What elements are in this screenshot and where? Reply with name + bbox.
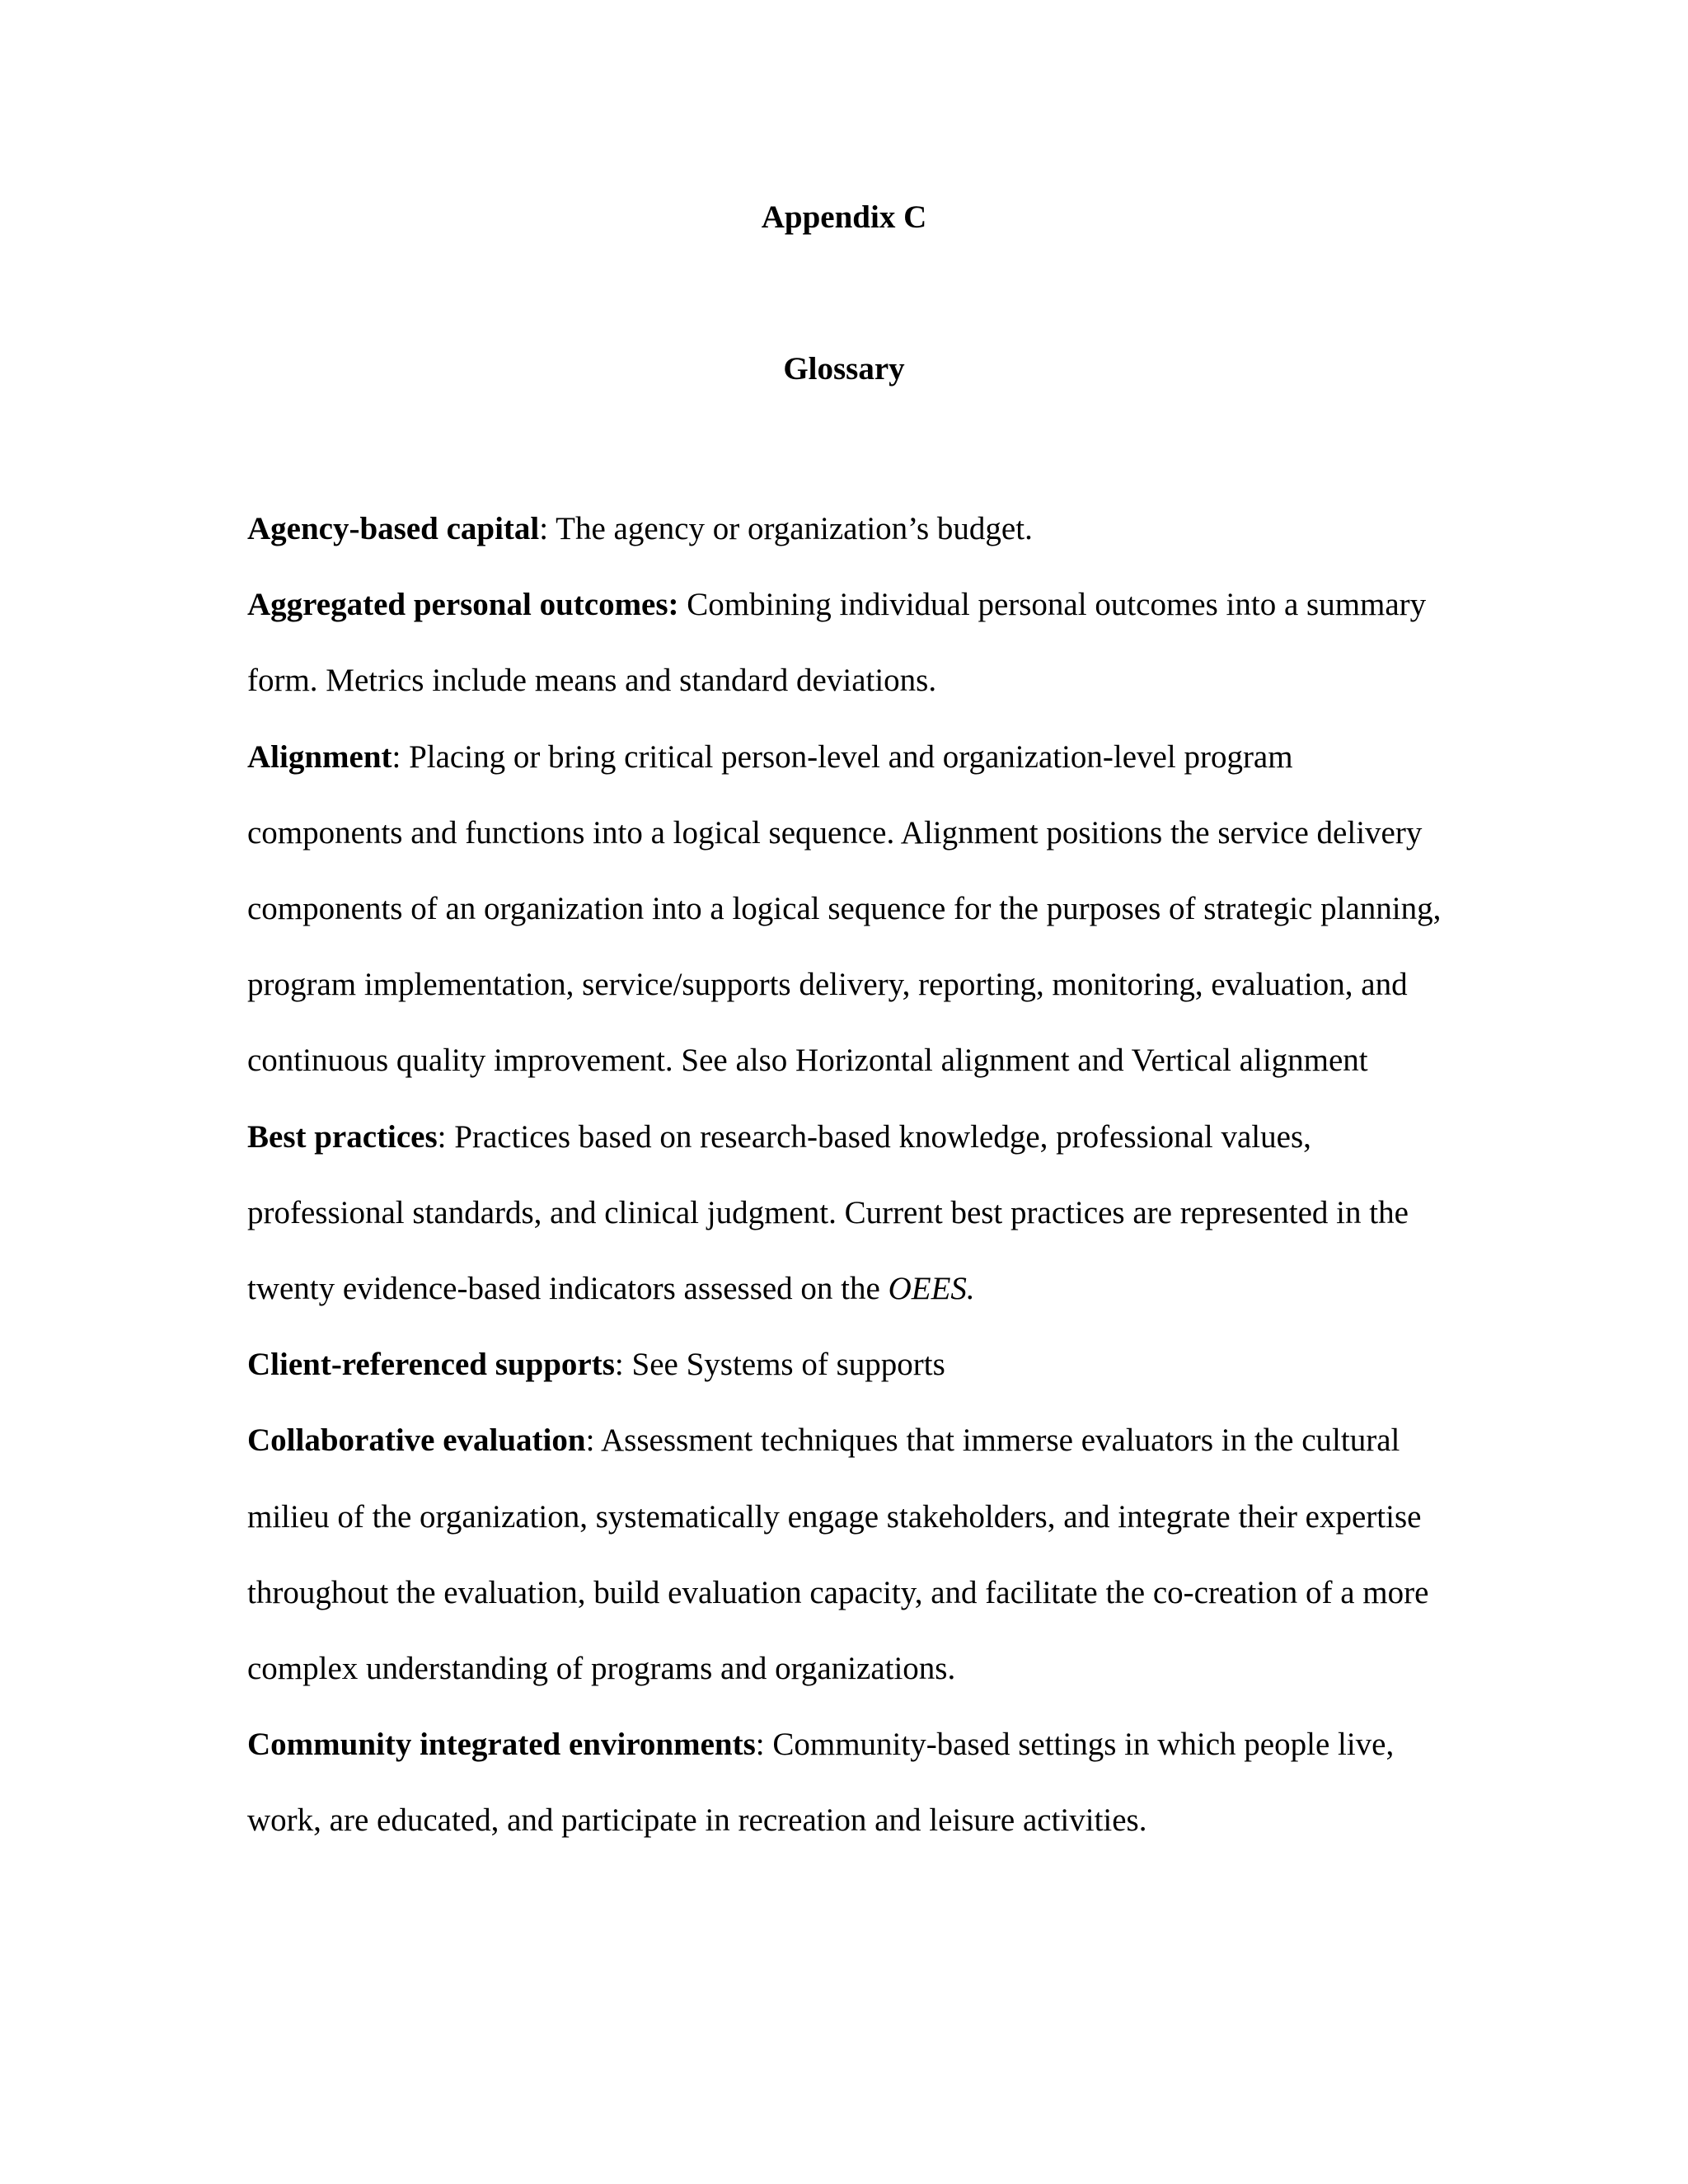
glossary-entry-community-integrated-environments — [247, 1707, 1451, 1858]
glossary-entry-aggregated-personal-outcomes — [247, 567, 1451, 719]
term-separator: : — [392, 738, 410, 775]
glossary-list — [247, 491, 1451, 1859]
glossary-entry-collaborative-evaluation — [247, 1403, 1451, 1707]
term-separator — [679, 587, 687, 622]
term-separator: : — [614, 1347, 632, 1383]
glossary-term: Alignment — [247, 738, 392, 775]
glossary-definition-italic: OEES. — [888, 1271, 975, 1307]
glossary-definition: Assessment techniques that immerse evaluators in the cultural milieu of the organization, systematically engage stakeholders, and integrate their expertise throughout the evaluation, build evaluation capacity, and facilitate the co-creation of a more complex understanding of programs and organizations. — [247, 1422, 1429, 1687]
glossary-definition: Community-based settings in which people live, work, are educated, and participate in recreation and leisure activities. — [247, 1727, 1395, 1839]
glossary-term: Community integrated environments — [247, 1727, 756, 1763]
glossary-entry-client-referenced-supports — [247, 1327, 1451, 1403]
glossary-term: Agency-based capital — [247, 511, 540, 546]
glossary-definition: Combining individual personal outcomes into a summary form. Metrics include means and standard deviations. — [247, 587, 1427, 699]
term-separator: : — [585, 1422, 602, 1459]
glossary-term: Client-referenced supports — [247, 1347, 615, 1383]
glossary-term: Collaborative evaluation — [247, 1422, 586, 1459]
glossary-definition: Placing or bring critical person-level and organization-level program components and functions into a logical sequence. Alignment positions the service delivery components of an organization into a logical sequence for the purposes of strategic planning, program implementation, service/supports delivery, reporting, monitoring, evaluation, and continuous quality improvement. See also Horizontal alignment and Vertical alignment — [247, 738, 1442, 1079]
term-separator: : — [755, 1727, 773, 1763]
glossary-term: Aggregated personal outcomes: — [247, 587, 679, 623]
term-separator: : — [437, 1118, 455, 1155]
glossary-entry-agency-based-capital — [247, 491, 1451, 567]
glossary-definition: Practices based on research-based knowledge, professional values, professional standards, and clinical judgment. Current best practices are represented in the twenty evidence-based indicators assessed on the — [247, 1118, 1409, 1307]
glossary-entry-alignment — [247, 719, 1451, 1099]
glossary-definition: The agency or organization’s budget. — [556, 511, 1033, 546]
appendix-title: Appendix C — [761, 199, 927, 235]
term-separator: : — [539, 511, 556, 546]
glossary-title: Glossary — [783, 351, 905, 387]
glossary-entry-best-practices — [247, 1099, 1451, 1328]
glossary-definition: See Systems of supports — [631, 1347, 945, 1383]
glossary-term: Best practices — [247, 1118, 438, 1155]
